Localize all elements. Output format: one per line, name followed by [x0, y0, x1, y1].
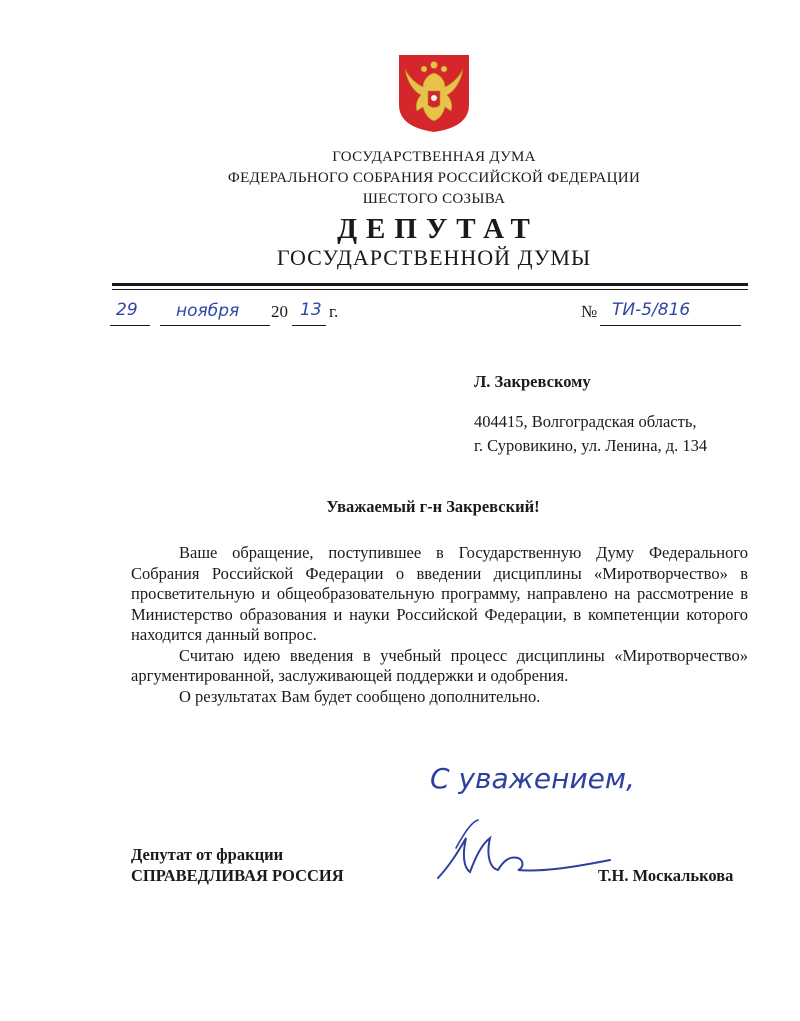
date-day-underline [110, 325, 150, 326]
body-paragraph-1: Ваше обращение, поступившее в Государственную Думу Федерального Собрания Российской Федерации о введении дисциплины «Миротворчество» в просветительную и общеобразовательную программу, направлено на рассмотрение в Министерство образования и науки Российской Федерации, в компетенции которого находится данный вопрос. [131, 543, 748, 644]
recipient-name: Л. Закревскому [474, 372, 591, 391]
body-paragraph-2: Считаю идею введения в учебный процесс дисциплины «Миротворчество» аргументированной, заслуживающей поддержки и одобрения. [131, 645, 748, 685]
number-label: № [581, 302, 598, 321]
body-paragraph-3: О результатах Вам будет сообщено дополнительно. [179, 686, 541, 706]
date-day: 29 [116, 300, 138, 320]
letter-body [131, 543, 748, 707]
handwritten-closing: С уважением, [430, 762, 635, 795]
recipient-address-line-1: 404415, Волгоградская область, [474, 412, 697, 431]
date-month: ноября [176, 301, 240, 321]
signer-position-line-2: СПРАВЕДЛИВАЯ РОССИЯ [131, 866, 344, 885]
letterhead-title: ДЕПУТАТ [337, 213, 539, 245]
salutation: Уважаемый г-н Закревский! [326, 497, 540, 516]
header-line-1: ГОСУДАРСТВЕННАЯ ДУМА [332, 149, 536, 165]
header-line-3: ШЕСТОГО СОЗЫВА [362, 191, 506, 207]
russian-coat-of-arms-icon [397, 53, 471, 133]
recipient-address-line-2: г. Суровикино, ул. Ленина, д. 134 [474, 436, 708, 455]
header-divider-thin [112, 289, 748, 290]
date-year-underline [292, 325, 326, 326]
header-divider-thick [112, 283, 748, 286]
date-month-underline [160, 325, 270, 326]
signer-position-line-1: Депутат от фракции [131, 845, 284, 864]
signer-name: Т.Н. Москалькова [598, 866, 734, 885]
letterhead-subtitle: ГОСУДАРСТВЕННОЙ ДУМЫ [276, 245, 592, 270]
date-year-prefix: 20 [271, 302, 288, 321]
header-line-2: ФЕДЕРАЛЬНОГО СОБРАНИЯ РОССИЙСКОЙ ФЕДЕРАЦИИ [227, 170, 641, 186]
date-year-suffix: 13 [300, 300, 322, 320]
date-year-mark: г. [329, 302, 339, 321]
number-value: ТИ-5/816 [612, 300, 691, 320]
number-underline [600, 325, 741, 326]
